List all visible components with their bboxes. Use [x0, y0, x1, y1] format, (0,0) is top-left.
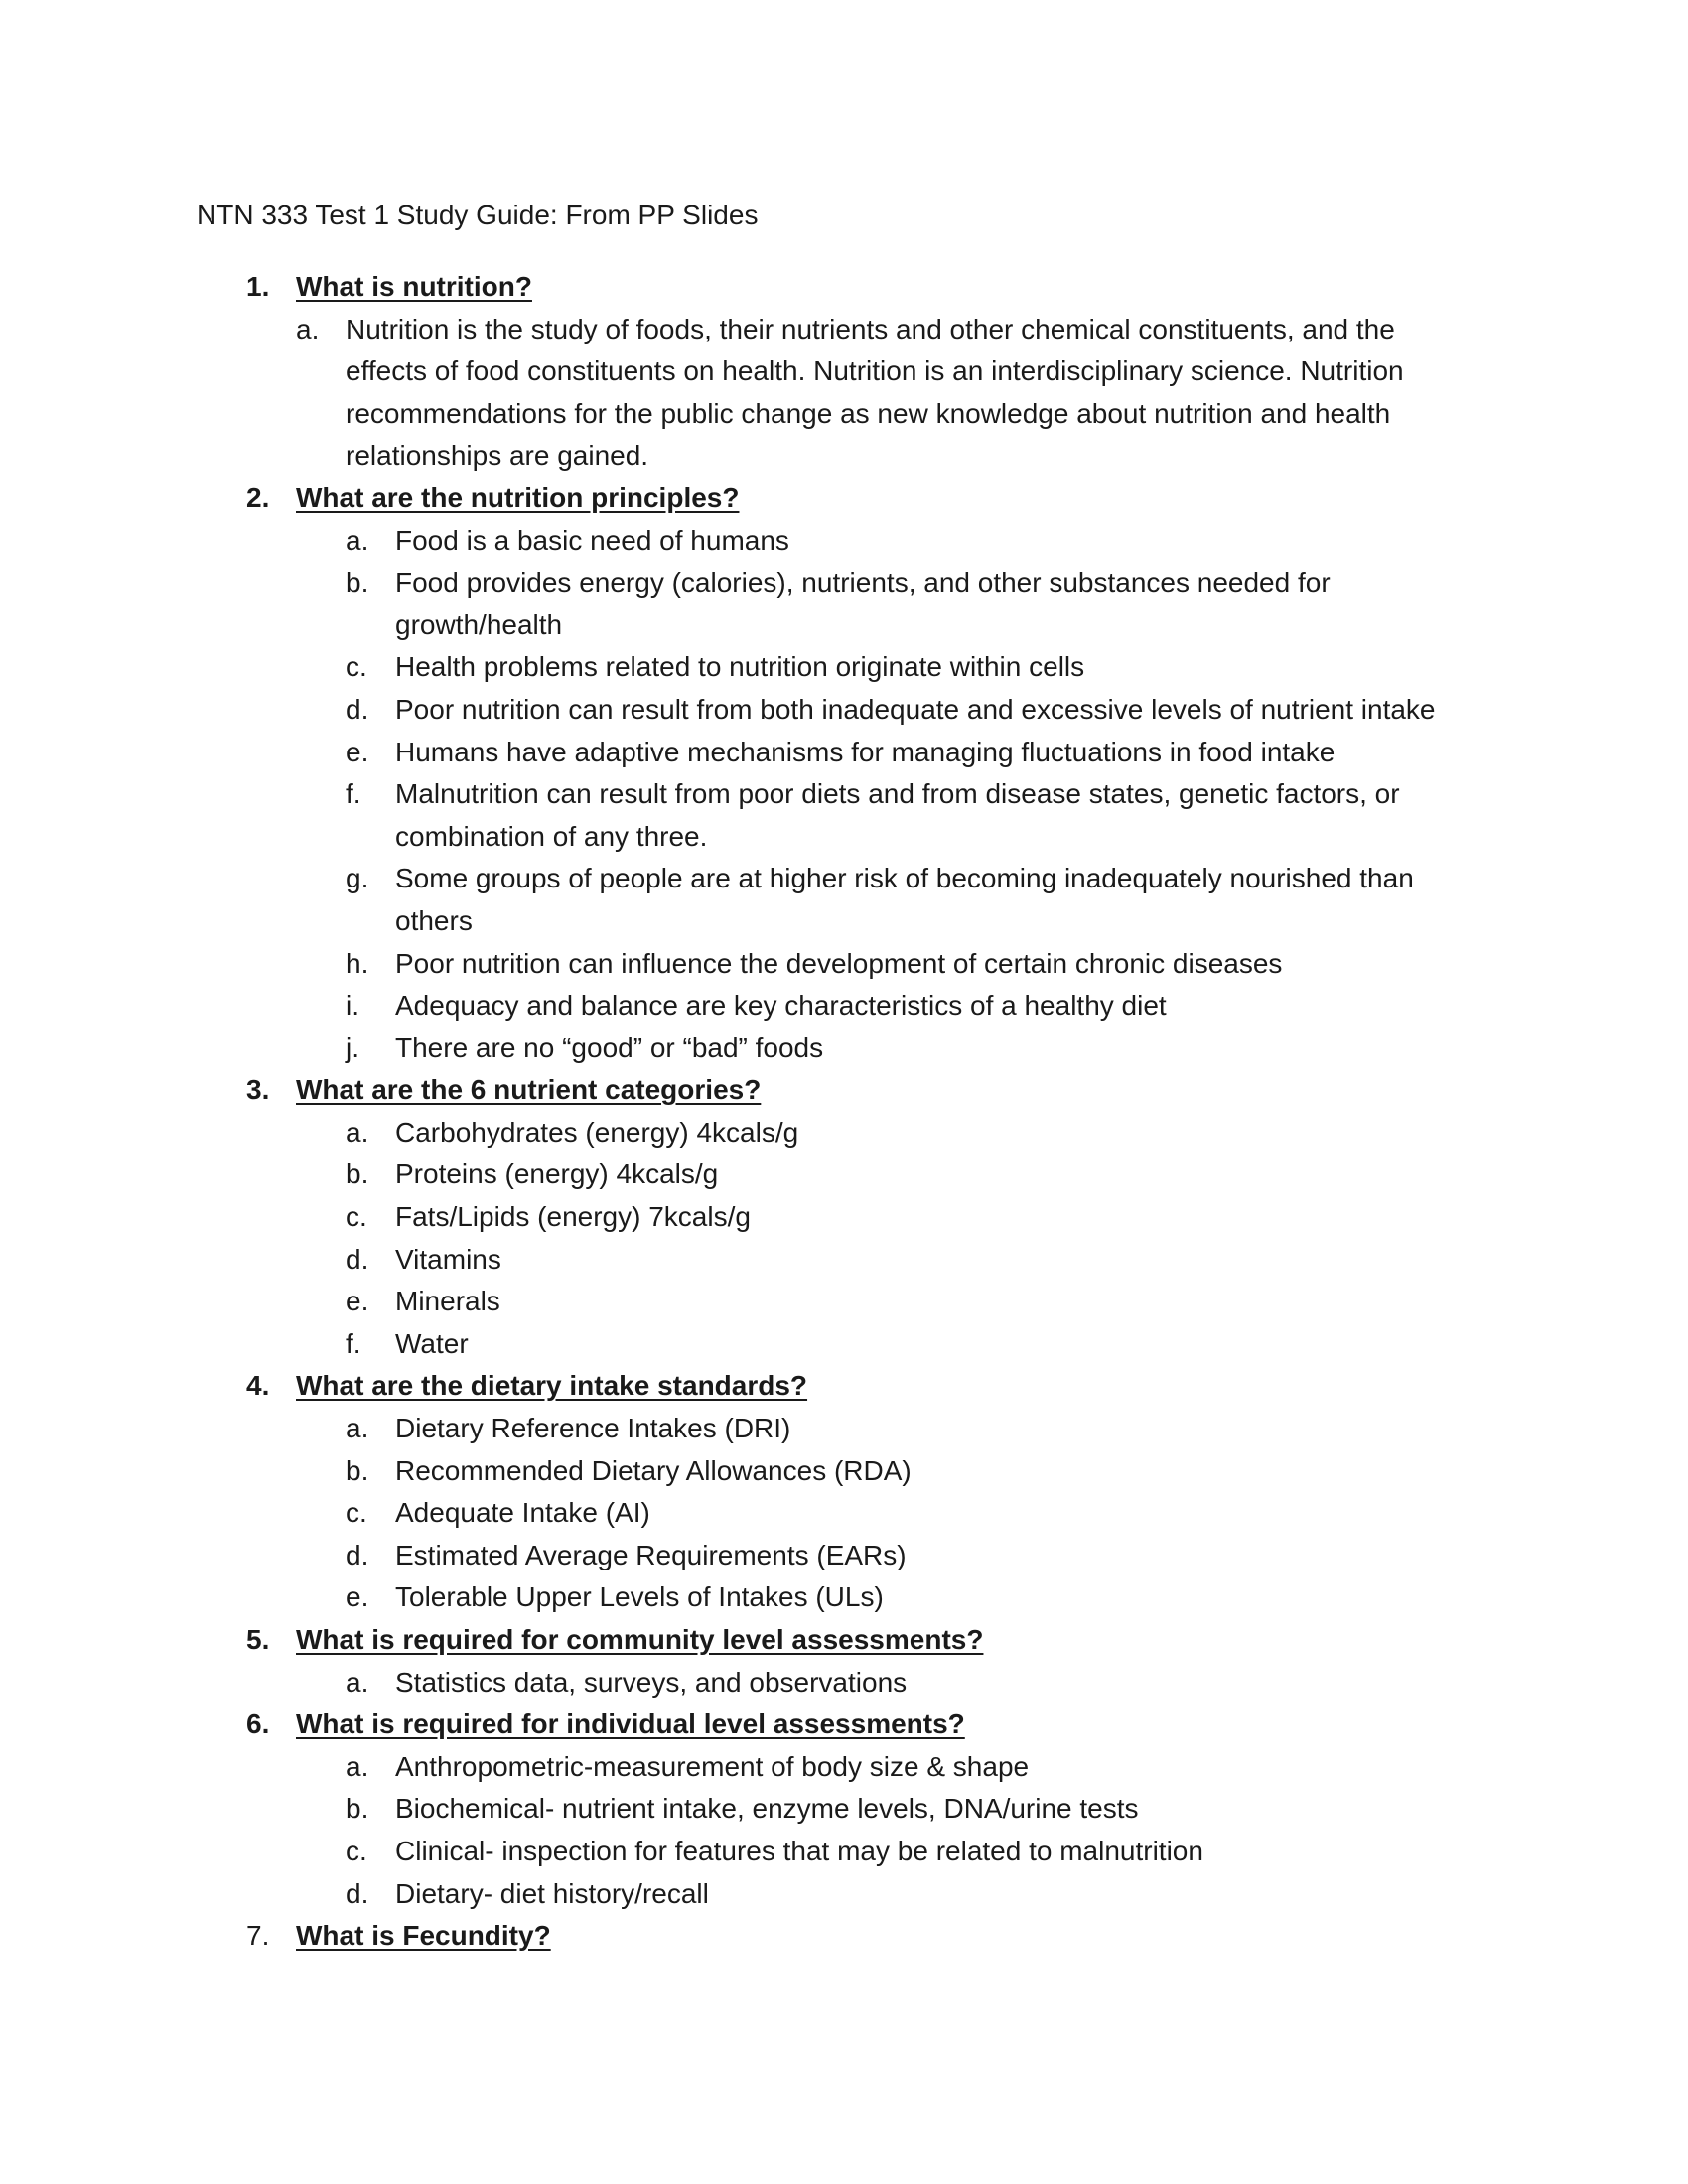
- answer-item: [0, 309, 1688, 478]
- answer-text: Biochemical- nutrient intake, enzyme levels, DNA/urine tests: [395, 1793, 1139, 1825]
- answer-item: [0, 1450, 1688, 1493]
- answer-item: [0, 562, 1688, 646]
- answer-text: Health problems related to nutrition originate within cells: [395, 651, 1085, 683]
- question-number: 3.: [246, 1074, 270, 1106]
- answer-item: [0, 1492, 1688, 1535]
- answer-text: Dietary Reference Intakes (DRI): [395, 1413, 791, 1444]
- answer-list: [0, 1662, 1688, 1705]
- answer-text: Malnutrition can result from poor diets and from disease states, genetic factors, or combination of any three.: [395, 778, 1400, 852]
- answer-item: [0, 1112, 1688, 1155]
- answer-letter: b.: [346, 1793, 369, 1825]
- answer-text: Some groups of people are at higher risk of becoming inadequately nourished than others: [395, 863, 1414, 936]
- answer-letter: c.: [346, 651, 367, 683]
- answer-letter: d.: [346, 1877, 369, 1909]
- answer-letter: e.: [346, 736, 369, 767]
- question-6: [0, 1704, 1688, 1915]
- answer-letter: j.: [346, 1031, 359, 1063]
- answer-list: [0, 1746, 1688, 1915]
- answer-item: [0, 1239, 1688, 1282]
- answer-letter: c.: [346, 1497, 367, 1529]
- question-text: What are the 6 nutrient categories?: [296, 1074, 762, 1106]
- question-text: What is required for individual level assessments?: [296, 1708, 965, 1740]
- answer-text: Adequate Intake (AI): [395, 1497, 650, 1529]
- answer-text: Adequacy and balance are key characteristics of a healthy diet: [395, 990, 1167, 1022]
- answer-letter: e.: [346, 1581, 369, 1613]
- answer-letter: d.: [346, 1243, 369, 1275]
- answer-letter: d.: [346, 693, 369, 725]
- answer-item: [0, 1535, 1688, 1577]
- question-number: 5.: [246, 1624, 270, 1655]
- answer-text: Statistics data, surveys, and observations: [395, 1666, 908, 1698]
- answer-text: Poor nutrition can influence the development of certain chronic diseases: [395, 947, 1283, 979]
- answer-letter: a.: [346, 1666, 369, 1698]
- question-heading: [0, 1069, 1688, 1112]
- answer-item: [0, 1873, 1688, 1916]
- answer-letter: b.: [346, 1159, 369, 1190]
- answer-text: Fats/Lipids (energy) 7kcals/g: [395, 1201, 751, 1233]
- question-text: What are the dietary intake standards?: [296, 1370, 808, 1402]
- question-heading: [0, 266, 1688, 309]
- answer-item: [0, 985, 1688, 1027]
- answer-text: Poor nutrition can result from both inadequate and excessive levels of nutrient intake: [395, 693, 1436, 725]
- question-4: [0, 1365, 1688, 1619]
- answer-item: [0, 1746, 1688, 1789]
- answer-item: [0, 1662, 1688, 1705]
- answer-text: Proteins (energy) 4kcals/g: [395, 1159, 719, 1190]
- question-text: What is required for community level assessments?: [296, 1624, 984, 1655]
- answer-item: [0, 858, 1688, 942]
- question-2: [0, 478, 1688, 1069]
- answer-letter: a.: [346, 1116, 369, 1148]
- question-number: 7.: [246, 1920, 270, 1952]
- answer-text: Anthropometric-measurement of body size & shape: [395, 1750, 1030, 1782]
- answer-list: [0, 1408, 1688, 1619]
- answer-item: [0, 1576, 1688, 1619]
- answer-letter: g.: [346, 863, 369, 894]
- question-heading: [0, 1915, 1688, 1958]
- answer-letter: e.: [346, 1286, 369, 1317]
- answer-letter: a.: [346, 1750, 369, 1782]
- answer-letter: d.: [346, 1539, 369, 1570]
- question-heading: [0, 1619, 1688, 1662]
- answer-text: Food is a basic need of humans: [395, 524, 789, 556]
- answer-item: [0, 1196, 1688, 1239]
- question-number: 2.: [246, 481, 270, 513]
- answer-letter: i.: [346, 990, 359, 1022]
- answer-item: [0, 520, 1688, 563]
- answer-text: Clinical- inspection for features that may be related to malnutrition: [395, 1835, 1203, 1866]
- answer-item: [0, 1408, 1688, 1450]
- question-heading: [0, 1704, 1688, 1746]
- question-heading: [0, 478, 1688, 520]
- answer-item: [0, 646, 1688, 689]
- answer-letter: c.: [346, 1201, 367, 1233]
- answer-letter: a.: [296, 313, 320, 344]
- answer-letter: f.: [346, 1327, 361, 1359]
- answer-letter: c.: [346, 1835, 367, 1866]
- answer-text: Nutrition is the study of foods, their nutrients and other chemical constituents, and the effects of food constituents on health. Nutrition is an interdisciplinary science. Nutrition recommendations for the public change as new knowledge about nutrition and health relationships are gained.: [346, 313, 1404, 472]
- answer-item: [0, 689, 1688, 732]
- answer-text: Humans have adaptive mechanisms for managing fluctuations in food intake: [395, 736, 1336, 767]
- answer-item: [0, 1788, 1688, 1831]
- answer-letter: b.: [346, 567, 369, 599]
- answer-item: [0, 1281, 1688, 1323]
- answer-letter: h.: [346, 947, 369, 979]
- answer-text: Food provides energy (calories), nutrients, and other substances needed for growth/health: [395, 567, 1331, 640]
- question-number: 6.: [246, 1708, 270, 1740]
- answer-item: [0, 1154, 1688, 1196]
- answer-text: Vitamins: [395, 1243, 501, 1275]
- answer-text: Tolerable Upper Levels of Intakes (ULs): [395, 1581, 884, 1613]
- answer-text: There are no “good” or “bad” foods: [395, 1031, 824, 1063]
- answer-item: [0, 1027, 1688, 1070]
- answer-text: Carbohydrates (energy) 4kcals/g: [395, 1116, 799, 1148]
- answer-text: Minerals: [395, 1286, 500, 1317]
- answer-text: Dietary- diet history/recall: [395, 1877, 709, 1909]
- question-number: 4.: [246, 1370, 270, 1402]
- answer-letter: a.: [346, 1413, 369, 1444]
- answer-list: [0, 520, 1688, 1070]
- answer-item: [0, 943, 1688, 986]
- answer-text: Water: [395, 1327, 469, 1359]
- answer-letter: f.: [346, 778, 361, 810]
- question-text: What is Fecundity?: [296, 1920, 551, 1952]
- answer-list: [0, 309, 1688, 478]
- answer-text: Estimated Average Requirements (EARs): [395, 1539, 907, 1570]
- answer-item: [0, 773, 1688, 858]
- document-title: NTN 333 Test 1 Study Guide: From PP Slides: [197, 200, 759, 230]
- question-5: [0, 1619, 1688, 1704]
- question-text: What is nutrition?: [296, 271, 532, 302]
- question-heading: [0, 1365, 1688, 1408]
- question-1: [0, 266, 1688, 478]
- answer-letter: b.: [346, 1454, 369, 1486]
- answer-letter: a.: [346, 524, 369, 556]
- question-7: [0, 1915, 1688, 1958]
- question-number: 1.: [246, 271, 270, 302]
- answer-item: [0, 1323, 1688, 1366]
- answer-list: [0, 1112, 1688, 1366]
- question-text: What are the nutrition principles?: [296, 481, 740, 513]
- answer-text: Recommended Dietary Allowances (RDA): [395, 1454, 912, 1486]
- answer-item: [0, 1831, 1688, 1873]
- question-list: [0, 266, 1688, 1958]
- question-3: [0, 1069, 1688, 1365]
- answer-item: [0, 732, 1688, 774]
